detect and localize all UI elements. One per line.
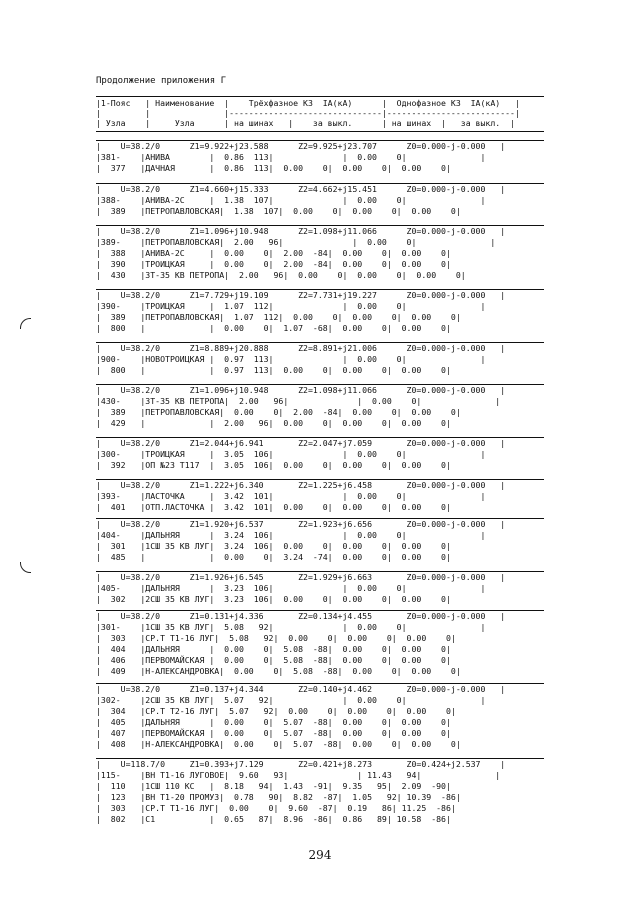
node-section	[96, 758, 544, 825]
section-header-row: | U=38.2/0 Z1=1.096+j10.948 Z2=1.098+j11.066 Z0=0.000-j-0.000 |	[96, 385, 506, 395]
table-row: | 409 |Н-АЛЕКСАНДРОВКА| 0.00 0| 5.08 -88| 0.00 0| 0.00 0|	[96, 666, 461, 676]
section-header-row: | U=118.7/0 Z1=0.393+j7.129 Z2=0.421+j8.273 Z0=0.424+j2.537 |	[96, 759, 506, 769]
table-row: | 405 |ДАЛЬНЯЯ | 0.00 0| 5.07 -88| 0.00 0| 0.00 0|	[96, 717, 451, 727]
node-section	[96, 183, 544, 217]
table-row: | 389 |ПЕТРОПАВЛОВСКАЯ| 0.00 0| 2.00 -84| 0.00 0| 0.00 0|	[96, 407, 461, 417]
node-section	[96, 518, 544, 563]
table-row: |390- |ТРОИЦКАЯ | 1.07 112| | 0.00 0| |	[96, 301, 486, 311]
section-header-row: | U=38.2/0 Z1=7.729+j19.109 Z2=7.731+j19.227 Z0=0.000-j-0.000 |	[96, 290, 506, 300]
table-row: |404- |ДАЛЬНЯЯ | 3.24 106| | 0.00 0| |	[96, 530, 486, 540]
table-row: |381- |АНИВА | 0.86 113| | 0.00 0| |	[96, 152, 486, 162]
table-row: |302- |2СШ 35 КВ ЛУГ| 5.07 92| | 0.00 0| |	[96, 695, 486, 705]
table-row: |301- |1СШ 35 КВ ЛУГ| 5.08 92| | 0.00 0| |	[96, 622, 486, 632]
scan-mark	[20, 562, 31, 573]
section-header-row: | U=38.2/0 Z1=8.889+j20.888 Z2=8.891+j21.006 Z0=0.000-j-0.000 |	[96, 343, 506, 353]
section-header-row: | U=38.2/0 Z1=9.922+j23.588 Z2=9.925+j23.707 Z0=0.000-j-0.000 |	[96, 141, 506, 151]
table-row: | 430 |ЗТ-35 КВ ПЕТРОПА| 2.00 96| 0.00 0| 0.00 0| 0.00 0|	[96, 270, 466, 280]
header-line-3: | Узла | Узла | на шинах | за выкл. | на шинах | за выкл. |	[96, 118, 515, 128]
node-section	[96, 140, 544, 174]
node-section	[96, 342, 544, 376]
node-section	[96, 289, 544, 334]
table-row: | 429 | | 2.00 96| 0.00 0| 0.00 0| 0.00 0|	[96, 418, 451, 428]
table-row: | 406 |ПЕРВОМАЙСКАЯ | 0.00 0| 5.08 -88| 0.00 0| 0.00 0|	[96, 655, 451, 665]
scan-mark	[20, 318, 31, 329]
table-row: | 390 |ТРОИЦКАЯ | 0.00 0| 2.00 -84| 0.00 0| 0.00 0|	[96, 259, 451, 269]
node-section	[96, 384, 544, 429]
node-section	[96, 437, 544, 471]
table-row: | 408 |Н-АЛЕКСАНДРОВКА| 0.00 0| 5.07 -88| 0.00 0| 0.00 0|	[96, 739, 461, 749]
table-row: | 389 |ПЕТРОПАВЛОВСКАЯ| 1.07 112| 0.00 0| 0.00 0| 0.00 0|	[96, 312, 461, 322]
table-row: | 800 | | 0.00 0| 1.07 -68| 0.00 0| 0.00 0|	[96, 323, 451, 333]
node-section	[96, 225, 544, 281]
header-top-rule	[96, 96, 544, 97]
table-row: | 392 |ОП №23 Т117 | 3.05 106| 0.00 0| 0.00 0| 0.00 0|	[96, 460, 451, 470]
header-line-1: |1-Пояс | Наименование | Трёхфазное КЗ IA(кА) | Однофазное КЗ IA(кА) |	[96, 98, 520, 108]
section-header-row: | U=38.2/0 Z1=1.096+j10.948 Z2=1.098+j11.066 Z0=0.000-j-0.000 |	[96, 226, 506, 236]
caption: Продолжение приложения Г	[96, 76, 227, 86]
section-header-row: | U=38.2/0 Z1=1.920+j6.537 Z2=1.923+j6.656 Z0=0.000-j-0.000 |	[96, 519, 506, 529]
table-row: | 401 |ОТП.ЛАСТОЧКА | 3.42 101| 0.00 0| 0.00 0| 0.00 0|	[96, 502, 451, 512]
table-row: | 304 |СР.Т Т2-16 ЛУГ| 5.07 92| 0.00 0| 0.00 0| 0.00 0|	[96, 706, 456, 716]
section-header-row: | U=38.2/0 Z1=2.044+j6.941 Z2=2.047+j7.059 Z0=0.000-j-0.000 |	[96, 438, 506, 448]
header-bottom-rule	[96, 131, 544, 132]
node-section	[96, 683, 544, 750]
table-row: | 485 | | 0.00 0| 3.24 -74| 0.00 0| 0.00 0|	[96, 552, 451, 562]
table-row: |393- |ЛАСТОЧКА | 3.42 101| | 0.00 0| |	[96, 491, 486, 501]
section-header-row: | U=38.2/0 Z1=0.137+j4.344 Z2=0.140+j4.462 Z0=0.000-j-0.000 |	[96, 684, 506, 694]
table-row: | 404 |ДАЛЬНЯЯ | 0.00 0| 5.08 -88| 0.00 0| 0.00 0|	[96, 644, 451, 654]
table-row: |388- |АНИВА-2С | 1.38 107| | 0.00 0| |	[96, 195, 486, 205]
table-row: | 303 |СР.Т Т1-16 ЛУГ| 0.00 0| 9.60 -87| 0.19 86| 11.25 -86|	[96, 803, 456, 813]
table-row: | 407 |ПЕРВОМАЙСКАЯ | 0.00 0| 5.07 -88| 0.00 0| 0.00 0|	[96, 728, 451, 738]
section-header-row: | U=38.2/0 Z1=4.660+j15.333 Z2=4.662+j15.451 Z0=0.000-j-0.000 |	[96, 184, 506, 194]
table-row: | 303 |СР.Т Т1-16 ЛУГ| 5.08 92| 0.00 0| 0.00 0| 0.00 0|	[96, 633, 456, 643]
table-row: | 389 |ПЕТРОПАВЛОВСКАЯ| 1.38 107| 0.00 0| 0.00 0| 0.00 0|	[96, 206, 461, 216]
page-number: 294	[308, 848, 332, 862]
section-header-row: | U=38.2/0 Z1=1.926+j6.545 Z2=1.929+j6.663 Z0=0.000-j-0.000 |	[96, 572, 506, 582]
node-section	[96, 610, 544, 677]
header-line-2: | | |-------------------------------|--------------------------|	[96, 108, 520, 118]
table-row: | 302 |2СШ 35 КВ ЛУГ| 3.23 106| 0.00 0| 0.00 0| 0.00 0|	[96, 594, 451, 604]
section-header-row: | U=38.2/0 Z1=1.222+j6.340 Z2=1.225+j6.458 Z0=0.000-j-0.000 |	[96, 480, 506, 490]
table-row: |389- |ПЕТРОПАВЛОВСКАЯ| 2.00 96| | 0.00 0| |	[96, 237, 496, 247]
table-row: | 388 |АНИВА-2С | 0.00 0| 2.00 -84| 0.00 0| 0.00 0|	[96, 248, 451, 258]
table-row: |900- |НОВОТРОИЦКАЯ | 0.97 113| | 0.00 0| |	[96, 354, 486, 364]
table-row: | 802 |С1 | 0.65 87| 8.96 -86| 0.86 89| 10.58 -86|	[96, 814, 451, 824]
table-row: | 377 |ДАЧНАЯ | 0.86 113| 0.00 0| 0.00 0| 0.00 0|	[96, 163, 451, 173]
table-row: | 123 |ВН Т1-20 ПРОМУЗ| 0.78 90| 8.82 -87| 1.05 92| 10.39 -86|	[96, 792, 461, 802]
table-row: | 301 |1СШ 35 КВ ЛУГ| 3.24 106| 0.00 0| 0.00 0| 0.00 0|	[96, 541, 451, 551]
table-row: |430- |ЗТ-35 КВ ПЕТРОПА| 2.00 96| | 0.00 0| |	[96, 396, 501, 406]
table-row: |115- |ВН Т1-16 ЛУГОВОЕ| 9.60 93| | 11.43 94| |	[96, 770, 501, 780]
node-section	[96, 571, 544, 605]
table-row: |300- |ТРОИЦКАЯ | 3.05 106| | 0.00 0| |	[96, 449, 486, 459]
section-header-row: | U=38.2/0 Z1=0.131+j4.336 Z2=0.134+j4.455 Z0=0.000-j-0.000 |	[96, 611, 506, 621]
table-row: | 110 |1СШ 110 КС | 8.18 94| 1.43 -91| 9.35 95| 2.09 -90|	[96, 781, 451, 791]
node-section	[96, 479, 544, 513]
table-row: |405- |ДАЛЬНЯЯ | 3.23 106| | 0.00 0| |	[96, 583, 486, 593]
table-row: | 800 | | 0.97 113| 0.00 0| 0.00 0| 0.00 0|	[96, 365, 451, 375]
